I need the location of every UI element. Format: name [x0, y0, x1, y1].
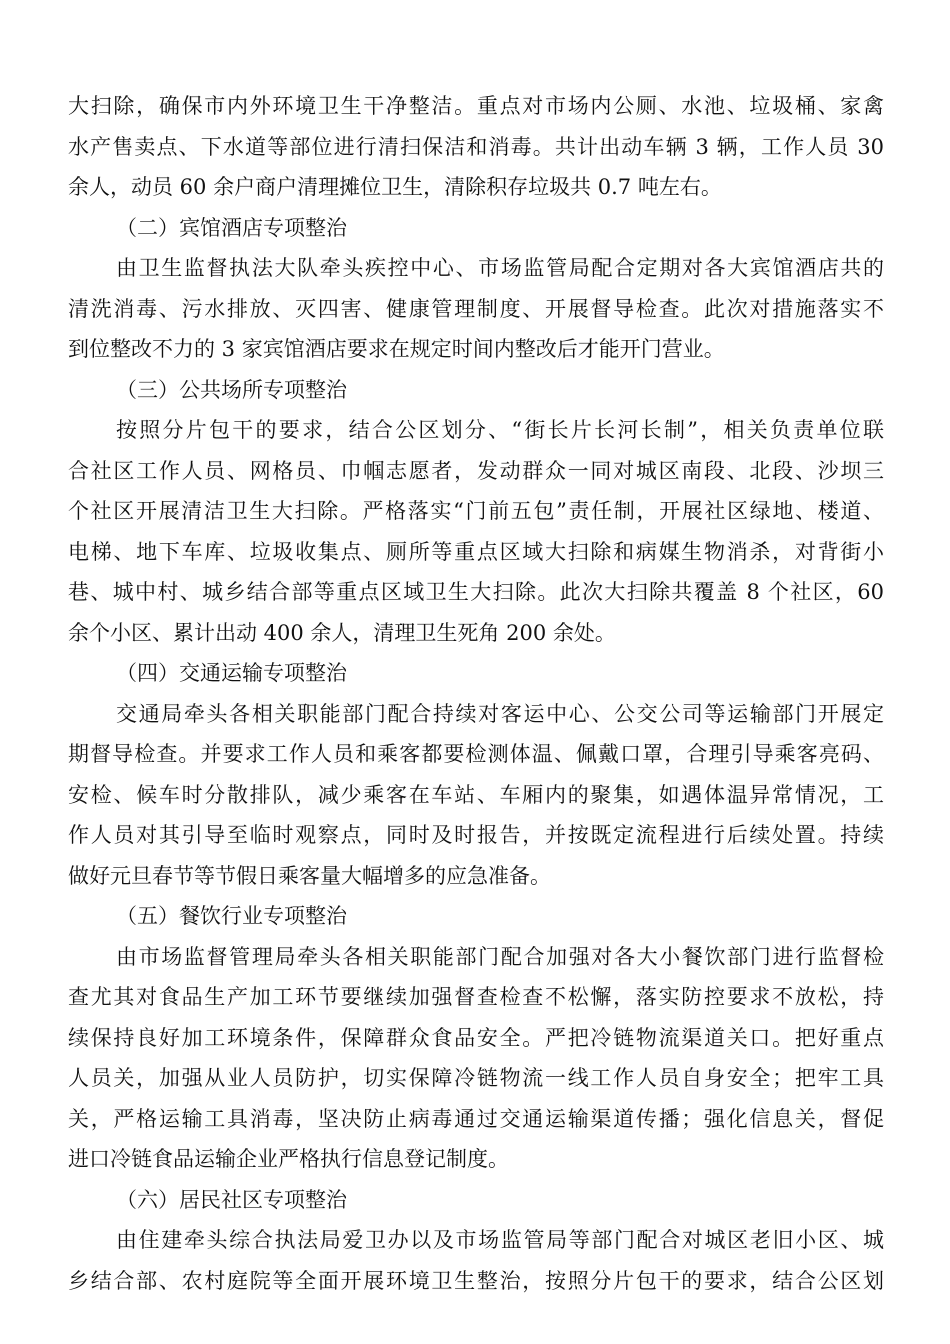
text-line: 到位整改不力的 3 家宾馆酒店要求在规定时间内整改后才能开门营业。 [68, 337, 725, 361]
text-line: 大扫除，确保市内外环境卫生干净整洁。重点对市场内公厕、水池、垃圾桶、家禽 [68, 94, 884, 118]
body-paragraph [68, 86, 884, 208]
document-page [68, 86, 884, 1301]
text-line: 关，严格运输工具消毒，坚决防止病毒通过交通运输渠道传播；强化信息关，督促 [68, 1106, 884, 1131]
text-line: 做好元旦春节等节假日乘客量大幅增多的应急准备。 [68, 863, 551, 888]
text-line: 由住建牵头综合执法局爱卫办以及市场监管局等部门配合对城区老旧小区、城 [116, 1228, 884, 1252]
body-paragraph [68, 248, 884, 370]
text-line: 人员关，加强从业人员防护，切实保障冷链物流一线工作人员自身安全；把牢工具 [68, 1066, 884, 1090]
section-heading: （五）餐饮行业专项整治 [116, 904, 347, 928]
text-line: 巷、城中村、城乡结合部等重点区域卫生大扫除。此次大扫除共覆盖 8 个社区，60 [68, 580, 884, 604]
text-line: 期督导检查。并要求工作人员和乘客都要检测体温、佩戴口罩，合理引导乘客亮码、 [68, 742, 884, 766]
section-heading: （三）公共场所专项整治 [116, 377, 347, 402]
body-paragraph [68, 937, 884, 1180]
text-line: 查尤其对食品生产加工环节要继续加强督查检查不松懈，落实防控要求不放松，持 [68, 985, 884, 1009]
body-paragraph [68, 694, 884, 897]
text-line: 清洗消毒、污水排放、灭四害、健康管理制度、开展督导检查。此次对措施落实不 [68, 296, 884, 321]
section-heading: （四）交通运输专项整治 [116, 661, 347, 685]
text-line: 由卫生监督执法大队牵头疾控中心、市场监管局配合定期对各大宾馆酒店共的 [116, 256, 884, 280]
text-line: 交通局牵头各相关职能部门配合持续对客运中心、公交公司等运输部门开展定 [116, 701, 884, 726]
text-line: 由市场监督管理局牵头各相关职能部门配合加强对各大小餐饮部门进行监督检 [116, 944, 884, 969]
text-line: 余人，动员 60 余户商户清理摊位卫生，清除积存垃圾共 0.7 吨左右。 [68, 175, 722, 199]
text-line: 安检、候车时分散排队，减少乘客在车站、车厢内的聚集，如遇体温异常情况，工 [68, 782, 884, 807]
text-line: 个社区开展清洁卫生大扫除。严格落实“门前五包”责任制，开展社区绿地、楼道、 [68, 499, 884, 523]
text-line: 电梯、地下车库、垃圾收集点、厕所等重点区域大扫除和病媒生物消杀，对背街小 [68, 539, 884, 564]
section-heading: （二）宾馆酒店专项整治 [116, 215, 347, 240]
text-line: 按照分片包干的要求，结合公区划分、“街长片长河长制”，相关负责单位联 [116, 418, 884, 442]
text-line: 续保持良好加工环境条件，保障群众食品安全。严把冷链物流渠道关口。把好重点 [68, 1025, 884, 1050]
text-line: 乡结合部、农村庭院等全面开展环境卫生整治，按照分片包干的要求，结合公区划 [68, 1268, 884, 1293]
body-paragraph [68, 410, 884, 653]
section-heading: （六）居民社区专项整治 [116, 1187, 347, 1212]
body-paragraph [68, 1220, 884, 1301]
text-line: 余个小区、累计出动 400 余人，清理卫生死角 200 余处。 [68, 620, 616, 645]
text-line: 水产售卖点、下水道等部位进行清扫保洁和消毒。共计出动车辆 3 辆，工作人员 30 [68, 134, 884, 159]
text-line: 合社区工作人员、网格员、巾帼志愿者，发动群众一同对城区南段、北段、沙坝三 [68, 458, 884, 483]
text-line: 作人员对其引导至临时观察点，同时及时报告，并按既定流程进行后续处置。持续 [68, 823, 884, 847]
text-line: 进口冷链食品运输企业严格执行信息登记制度。 [68, 1147, 509, 1171]
